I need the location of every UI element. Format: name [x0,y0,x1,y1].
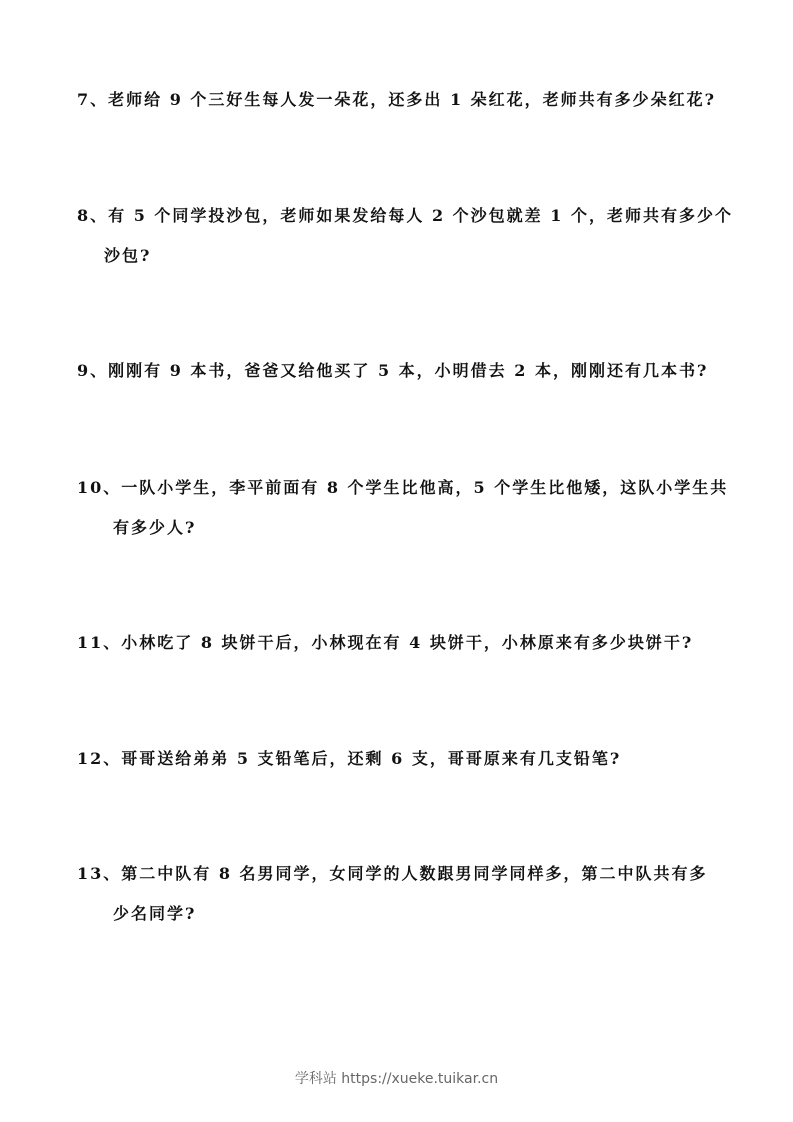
question-13-line-1: 13、第二中队有 8 名男同学，女同学的人数跟男同学同样多，第二中队共有多 [77,864,708,883]
question-8-line-2: 沙包? [104,246,152,265]
question-13-line-2: 少名同学? [113,904,197,923]
question-11-line-1: 11、小林吃了 8 块饼干后，小林现在有 4 块饼干，小林原来有多少块饼干? [77,633,694,652]
question-8-line-1: 8、有 5 个同学投沙包，老师如果发给每人 2 个沙包就差 1 个，老师共有多少个 [77,206,733,225]
question-12-line-1: 12、哥哥送给弟弟 5 支铅笔后，还剩 6 支，哥哥原来有几支铅笔? [77,749,622,768]
question-10-line-2: 有多少人? [113,518,197,537]
footer-watermark: 学科站 https://xueke.tuikar.cn [294,1071,499,1087]
question-9-line-1: 9、刚刚有 9 本书，爸爸又给他买了 5 本，小明借去 2 本，刚刚还有几本书? [77,361,709,380]
question-7-line-1: 7、老师给 9 个三好生每人发一朵花，还多出 1 朵红花，老师共有多少朵红花? [77,90,717,109]
question-10-line-1: 10、一队小学生，李平前面有 8 个学生比他高，5 个学生比他矮，这队小学生共 [77,478,729,497]
